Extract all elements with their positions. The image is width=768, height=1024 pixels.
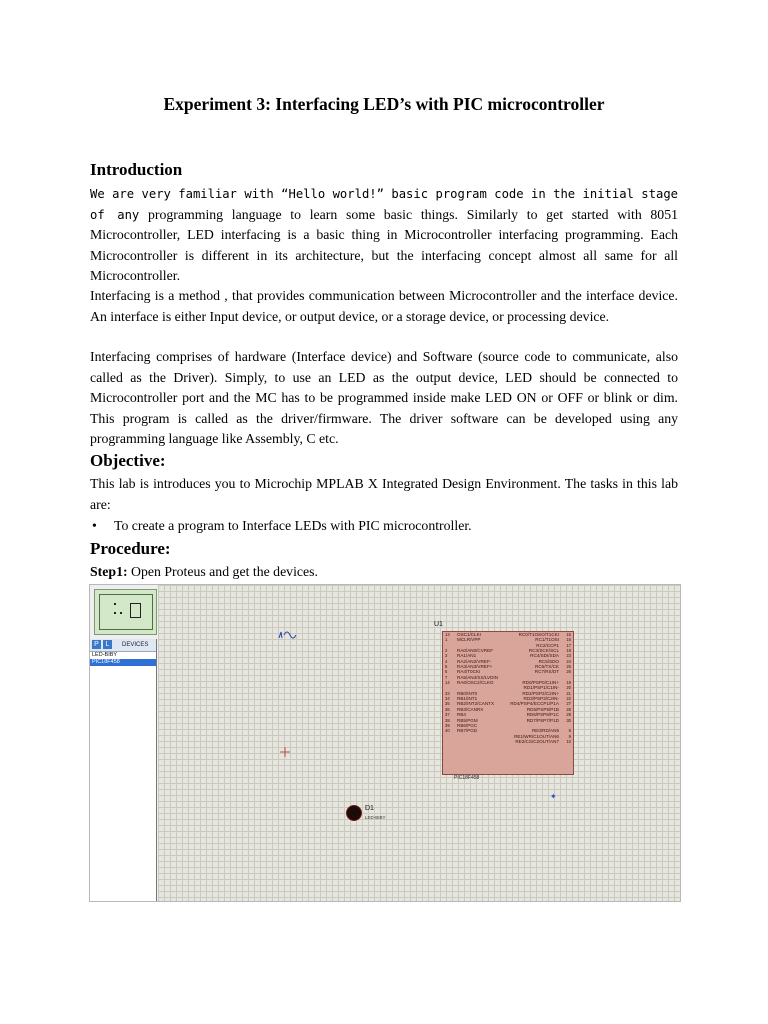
pick-device-button[interactable]: P — [92, 640, 101, 649]
objective-text: This lab is introduces you to Microchip MPLAB X Integrated Design Environment. The tasks in this lab are: — [90, 476, 678, 512]
device-panel — [90, 639, 157, 901]
introduction-paragraph-2: Interfacing is a method , that provides communication between Microcontroller and the interface device. An interface is either Input device, or output device, or a storage device, or processing device. — [90, 288, 678, 324]
chip-part-name: PIC18F458 — [454, 775, 480, 781]
preview-dot — [114, 603, 116, 605]
introduction-heading: Introduction — [90, 160, 183, 179]
page-title: Experiment 3: Interfacing LED’s with PIC microcontroller — [163, 94, 605, 114]
chip-reference: U1 — [434, 621, 443, 628]
overview-preview — [94, 589, 157, 635]
library-button[interactable]: L — [103, 640, 112, 649]
led-part-name: LED-BIBY — [365, 815, 386, 820]
intro-mono-line: We are very familiar with “Hello world!” basic program code in the initial stage of any — [90, 187, 678, 222]
introduction-paragraph-3: Interfacing comprises of hardware (Interface device) and Software (source code to communicate, also called as the Driver). Simply, to use an LED as the output device, LED should be connected to Microcontroller port and the MC has to be programmed inside make LED ON or OFF or blink or dim. This program is called as the driver/firmware. The driver software can be developed using any programming language like Assembly, C etc. — [90, 349, 678, 446]
devices-tab-label: DEVICES — [122, 642, 149, 648]
chip-left-pins: OSC1/CLKI MCLR/VPP RA0/AN0/CVREF RA1/AN1 RA2/AN2/VREF- RA3/AN3/VREF+ RA4/T0CKI RA5/AN4/SS/LVDIN RA6/OSC2/CLKO RB0/INT0 RB1/INT1 RB2/INT2/CANTX RB3/CANRX RB4 RB5/PGM RB6/PGC RB7/PGD — [457, 632, 499, 734]
introduction-paragraph-1 — [90, 184, 678, 287]
procedure-heading: Procedure: — [90, 539, 171, 558]
device-item-led[interactable]: LED-BIBY — [92, 652, 118, 658]
preview-chip-box — [130, 603, 141, 618]
bullet-dot-icon: • — [92, 518, 97, 533]
proteus-screenshot — [89, 584, 681, 902]
step-text: Open Proteus and get the devices. — [127, 564, 318, 579]
procedure-step-1 — [90, 562, 318, 582]
chip-right-pin-numbers: 15 16 17 18 23 24 25 26 19 20 21 22 27 28 29 30 8 9 10 — [566, 632, 571, 744]
origin-marker-icon: ✦ — [550, 792, 557, 801]
bullet-text: To create a program to Interface LEDs with PIC microcontroller. — [114, 518, 472, 533]
pic-chip-component[interactable] — [442, 631, 574, 775]
ground-marker-icon — [280, 747, 290, 757]
device-item-pic[interactable]: PIC18F458 — [90, 659, 156, 666]
intro-p1-rest: programming language to learn some basic things. Similarly to get started with 8051 Microcontroller, LED interfacing is a basic thing in Microcontroller interfacing programming. Each Microcontroller is different in its architecture, but the interfacing concept almost all same for all Microcontroller. — [90, 206, 679, 283]
objective-heading: Objective: — [90, 451, 166, 470]
preview-frame — [99, 594, 153, 630]
sine-source-icon — [278, 629, 298, 641]
chip-right-pins: RC0/T1OSO/T1CKI RC1/T1OSI RC2/CCP1 RC3/SCK/SCL RC4/SDI/SDA RC5/SDO RC6/TX/CK RC7/RX/DT RD0/PSP0/C1IN+ RD1/PSP1/C1IN- RD2/PSP2/C2IN+ RD3/PSP3/C2IN- RD4/PSP4/ECCP1/P1A RD5/PSP5/P1B RD6/PSP6/P1C RD7/PSP7/P1D RE0/RD/AN5 RE1/WR/C1OUT/AN6 RE2/CS/C2OUT/AN7 — [510, 632, 559, 744]
preview-dot — [114, 612, 116, 614]
device-toolbar — [90, 639, 156, 652]
preview-dot — [120, 612, 122, 614]
step-label: Step1: — [90, 564, 128, 579]
objective-bullet — [92, 516, 472, 536]
led-reference: D1 — [365, 805, 374, 812]
chip-left-pin-numbers: 13 1 2 3 4 5 6 7 14 33 34 35 36 37 38 39 40 — [445, 632, 450, 734]
led-component-icon[interactable] — [346, 805, 362, 821]
schematic-canvas[interactable] — [158, 585, 680, 901]
